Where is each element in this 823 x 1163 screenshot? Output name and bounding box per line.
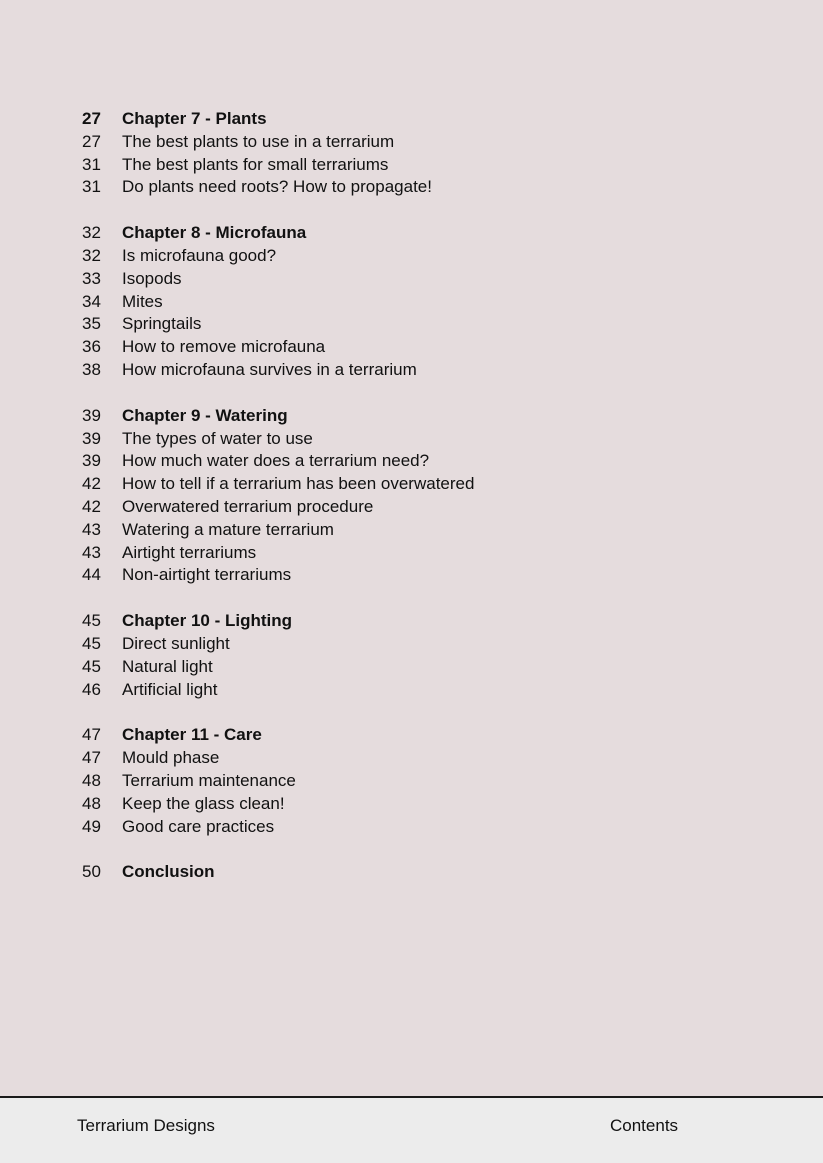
toc-entry (82, 656, 742, 679)
toc-page-number: 44 (82, 565, 101, 585)
toc-entry (82, 245, 742, 268)
toc-entry-title: Natural light (122, 656, 213, 676)
toc-entry-title: How to remove microfauna (122, 337, 326, 357)
toc-entry-title: Good care practices (122, 816, 275, 836)
toc-section-chapter-11 (82, 724, 742, 838)
toc-page-number: 47 (82, 748, 101, 768)
toc-page-number: 35 (82, 314, 101, 334)
table-of-contents (82, 108, 742, 907)
toc-chapter-heading (82, 405, 742, 428)
toc-page-number: 38 (82, 359, 101, 379)
toc-page-number: 47 (82, 725, 101, 745)
toc-entry (82, 473, 742, 496)
toc-chapter-heading (82, 108, 742, 131)
toc-entry-title: Mould phase (122, 748, 220, 768)
toc-chapter-heading (82, 724, 742, 747)
toc-chapter-title: Conclusion (122, 862, 215, 882)
toc-page-number: 43 (82, 519, 101, 539)
toc-entry-title: Overwatered terrarium procedure (122, 496, 374, 516)
toc-entry (82, 793, 742, 816)
footer-book-title: Terrarium Designs (77, 1116, 215, 1135)
toc-entry (82, 747, 742, 770)
toc-page-number: 46 (82, 679, 101, 699)
toc-chapter-heading (82, 861, 742, 884)
toc-page-number: 31 (82, 177, 101, 197)
toc-entry-title: How to tell if a terrarium has been overwatered (122, 474, 475, 494)
toc-entry-title: Artificial light (122, 679, 218, 699)
toc-section-chapter-10 (82, 610, 742, 701)
toc-page-number: 45 (82, 611, 101, 631)
toc-chapter-title: Chapter 8 - Microfauna (122, 223, 307, 243)
toc-page-number: 50 (82, 862, 101, 882)
toc-entry-title: Mites (122, 291, 163, 311)
toc-entry (82, 542, 742, 565)
toc-entry-title: Airtight terrariums (122, 542, 257, 562)
toc-entry-title: Non-airtight terrariums (122, 565, 292, 585)
toc-entry (82, 291, 742, 314)
toc-entry-title: The best plants for small terrariums (122, 154, 389, 174)
toc-section-chapter-8 (82, 222, 742, 382)
toc-entry (82, 131, 742, 154)
toc-entry (82, 519, 742, 542)
toc-entry (82, 428, 742, 451)
toc-page-number: 39 (82, 405, 101, 425)
toc-entry-title: The types of water to use (122, 428, 313, 448)
toc-entry (82, 313, 742, 336)
toc-page-number: 33 (82, 268, 101, 288)
toc-entry (82, 154, 742, 177)
toc-entry-title: Direct sunlight (122, 633, 230, 653)
toc-chapter-title: Chapter 7 - Plants (122, 109, 267, 128)
toc-entry (82, 268, 742, 291)
toc-entry (82, 633, 742, 656)
toc-section-conclusion (82, 861, 742, 884)
toc-entry-title: Isopods (122, 268, 182, 288)
toc-page-number: 49 (82, 816, 101, 836)
toc-entry-title: Watering a mature terrarium (122, 519, 334, 539)
toc-page-number: 42 (82, 496, 101, 516)
toc-entry (82, 496, 742, 519)
toc-page-number: 43 (82, 542, 101, 562)
toc-page-number: 32 (82, 223, 101, 243)
toc-page-number: 48 (82, 770, 101, 790)
toc-chapter-heading (82, 610, 742, 633)
toc-page-number: 45 (82, 633, 101, 653)
toc-chapter-heading (82, 222, 742, 245)
footer-section-name: Contents (610, 1116, 679, 1135)
toc-page-number: 32 (82, 245, 101, 265)
toc-entry-title: Do plants need roots? How to propagate! (122, 177, 432, 197)
toc-page-number: 31 (82, 154, 101, 174)
toc-section-chapter-9 (82, 405, 742, 587)
toc-page-number: 39 (82, 428, 101, 448)
toc-page-number: 34 (82, 291, 101, 311)
toc-entry (82, 564, 742, 587)
toc-entry-title: How much water does a terrarium need? (122, 451, 430, 471)
toc-page-number: 27 (82, 109, 101, 128)
toc-page-number: 39 (82, 451, 101, 471)
toc-entry-title: Keep the glass clean! (122, 793, 285, 813)
page-footer (0, 1096, 823, 1163)
toc-entry (82, 359, 742, 382)
toc-entry (82, 176, 742, 199)
toc-page-number: 48 (82, 793, 101, 813)
toc-entry (82, 450, 742, 473)
toc-page-number: 36 (82, 337, 101, 357)
toc-section-chapter-7 (82, 108, 742, 199)
toc-entry (82, 336, 742, 359)
toc-page-number: 27 (82, 131, 101, 151)
toc-entry-title: Is microfauna good? (122, 245, 277, 265)
toc-entry (82, 679, 742, 702)
toc-entry-title: Terrarium maintenance (122, 770, 296, 790)
toc-entry (82, 816, 742, 839)
toc-entry-title: The best plants to use in a terrarium (122, 131, 395, 151)
toc-chapter-title: Chapter 10 - Lighting (122, 611, 292, 631)
toc-page-number: 45 (82, 656, 101, 676)
toc-page-number: 42 (82, 474, 101, 494)
toc-chapter-title: Chapter 9 - Watering (122, 405, 288, 425)
toc-entry-title: How microfauna survives in a terrarium (122, 359, 417, 379)
toc-entry (82, 770, 742, 793)
toc-entry-title: Springtails (122, 314, 202, 334)
toc-chapter-title: Chapter 11 - Care (122, 725, 262, 745)
